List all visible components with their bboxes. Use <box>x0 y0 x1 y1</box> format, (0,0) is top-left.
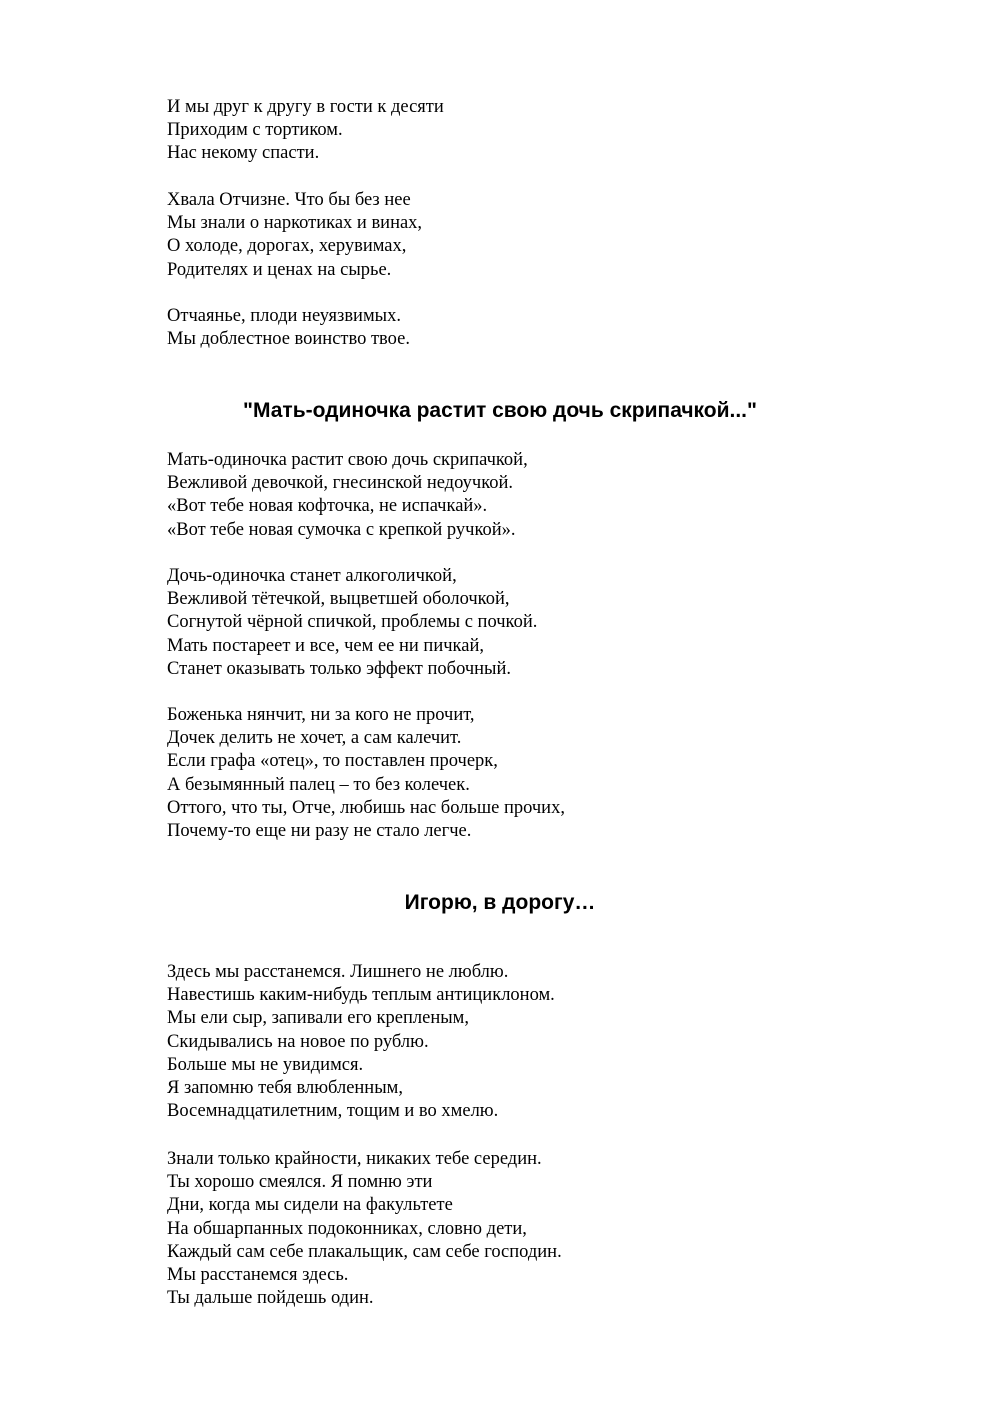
poem1-stanza-1 <box>167 96 444 166</box>
verse-line: Мать постареет и все, чем ее ни пичкай, <box>167 635 484 656</box>
verse-line: На обшарпанных подоконниках, словно дети, <box>167 1218 527 1239</box>
verse-line: Здесь мы расстанемся. Лишнего не люблю. <box>167 962 509 982</box>
verse-line: Дни, когда мы сидели на факультете <box>167 1195 453 1216</box>
verse-line: Вежливой тётечкой, выцветшей оболочкой, <box>167 589 510 610</box>
poem3-stanza-1 <box>167 961 555 1123</box>
verse-line: Мы расстанемся здесь. <box>167 1264 349 1285</box>
verse-line: Мы доблестное воинство твое. <box>167 329 410 350</box>
verse-line: Дочь-одиночка станет алкоголичкой, <box>167 566 457 586</box>
verse-line: Хвала Отчизне. Что бы без нее <box>167 190 411 210</box>
verse-line: Знали только крайности, никаких тебе середин. <box>167 1149 542 1169</box>
poem2-stanza-1 <box>167 449 528 542</box>
verse-line: О холоде, дорогах, херувимах, <box>167 236 407 257</box>
verse-line: Почему-то еще ни разу не стало легче. <box>167 820 472 841</box>
verse-line: Скидывались на новое по рублю. <box>167 1031 429 1052</box>
verse-line: Навестишь каким-нибудь теплым антициклоном. <box>167 985 555 1006</box>
verse-line: Каждый сам себе плакальщик, сам себе господин. <box>167 1241 562 1262</box>
poem3-title: Игорю, в дорогу… <box>404 891 596 914</box>
poem2-stanza-3 <box>167 704 565 843</box>
verse-line: Вежливой девочкой, гнесинской недоучкой. <box>167 473 514 494</box>
verse-line: Дочек делить не хочет, а сам калечит. <box>167 728 462 749</box>
verse-line: «Вот тебе новая сумочка с крепкой ручкой». <box>167 519 516 540</box>
verse-line: Приходим с тортиком. <box>167 120 343 141</box>
verse-line: «Вот тебе новая кофточка, не испачкай». <box>167 496 488 517</box>
verse-line: Родителях и ценах на сырье. <box>167 259 392 280</box>
poem1-stanza-2 <box>167 189 422 282</box>
poem1-stanza-3 <box>167 305 410 351</box>
verse-line: Станет оказывать только эффект побочный. <box>167 658 512 679</box>
verse-line: Если графа «отец», то поставлен прочерк, <box>167 751 498 772</box>
verse-line: Больше мы не увидимся. <box>167 1054 364 1075</box>
verse-line: Мать-одиночка растит свою дочь скрипачкой, <box>167 450 528 470</box>
verse-line: Мы знали о наркотиках и винах, <box>167 213 423 234</box>
verse-line: И мы друг к другу в гости к десяти <box>167 97 444 117</box>
verse-line: Ты дальше пойдешь один. <box>167 1288 374 1309</box>
verse-line: Отчаянье, плоди неуязвимых. <box>167 306 401 326</box>
verse-line: Согнутой чёрной спичкой, проблемы с почкой. <box>167 612 538 633</box>
verse-line: А безымянный палец – то без колечек. <box>167 774 470 795</box>
poem2-stanza-2 <box>167 565 537 681</box>
verse-line: Боженька нянчит, ни за кого не прочит, <box>167 705 475 725</box>
verse-line: Нас некому спасти. <box>167 143 320 164</box>
verse-line: Восемнадцатилетним, тощим и во хмелю. <box>167 1101 499 1122</box>
verse-line: Мы ели сыр, запивали его крепленым, <box>167 1008 469 1029</box>
verse-line: Оттого, что ты, Отче, любишь нас больше прочих, <box>167 797 565 818</box>
poem3-stanza-2 <box>167 1148 562 1310</box>
verse-line: Я запомню тебя влюбленным, <box>167 1077 403 1098</box>
verse-line: Ты хорошо смеялся. Я помню эти <box>167 1172 433 1193</box>
poem2-title: "Мать-одиночка растит свою дочь скрипачкой..." <box>243 399 757 422</box>
